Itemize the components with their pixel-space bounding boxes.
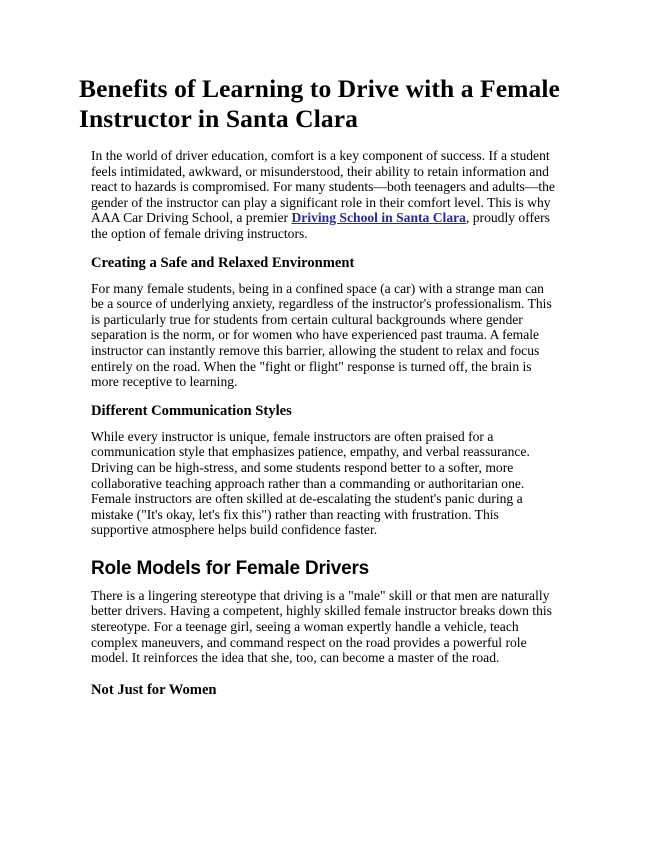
- page-title: [79, 74, 569, 134]
- role-models-paragraph: There is a lingering stereotype that driving is a "male" skill or that men are naturally better drivers. Having a competent, highly skilled female instructor breaks down this stereotype. For a teenage girl, seeing a woman expertly handle a vehicle, teach complex maneuvers, and command respect on the road provides a powerful role model. It reinforces the idea that she, too, can become a master of the road.: [91, 587, 552, 666]
- heading-different-communication-styles: Different Communication Styles: [91, 402, 292, 419]
- heading-not-just-for-women: Not Just for Women: [91, 681, 217, 698]
- communication-styles-paragraph: While every instructor is unique, female instructors are often praised for a communication style that emphasizes patience, empathy, and verbal reassurance. Driving can be high-stress, and some students respond better to a softer, more collaborative teaching approach rather than a commanding or authoritarian one. Female instructors are often skilled at de-escalating the student's panic during a mistake ("It's okay, let's fix this") rather than reacting with frustration. This supportive atmosphere helps build confidence faster.: [91, 428, 530, 538]
- document-body: [91, 148, 557, 699]
- intro-text-after-link: , proudly offers the option of female driving instructors.: [91, 210, 550, 241]
- driving-school-santa-clara-link[interactable]: Driving School in Santa Clara: [291, 210, 466, 226]
- heading-role-models-for-female-drivers: Role Models for Female Drivers: [91, 557, 370, 579]
- page-title-text: Benefits of Learning to Drive with a Female Instructor in Santa Clara: [79, 74, 560, 133]
- safe-environment-paragraph: For many female students, being in a confined space (a car) with a strange man can be a source of underlying anxiety, regardless of the instructor's professionalism. This is particularly true for students from certain cultural backgrounds where gender separation is the norm, or for women who have experienced past trauma. A female instructor can instantly remove this barrier, allowing the student to relax and focus entirely on the road. When the "fight or flight" response is turned off, the brain is more receptive to learning.: [91, 280, 552, 390]
- intro-text-before-link: In the world of driver education, comfort is a key component of success. If a student feels intimidated, awkward, or misunderstood, their ability to retain information and react to hazards is compromised. For many students—both teenagers and adults—the gender of the instructor can play a significant role in their comfort level. This is why AAA Car Driving School, a premier: [91, 148, 555, 226]
- intro-paragraph: [91, 148, 557, 242]
- heading-creating-a-safe-and-relaxed-environment: Creating a Safe and Relaxed Environment: [91, 254, 355, 271]
